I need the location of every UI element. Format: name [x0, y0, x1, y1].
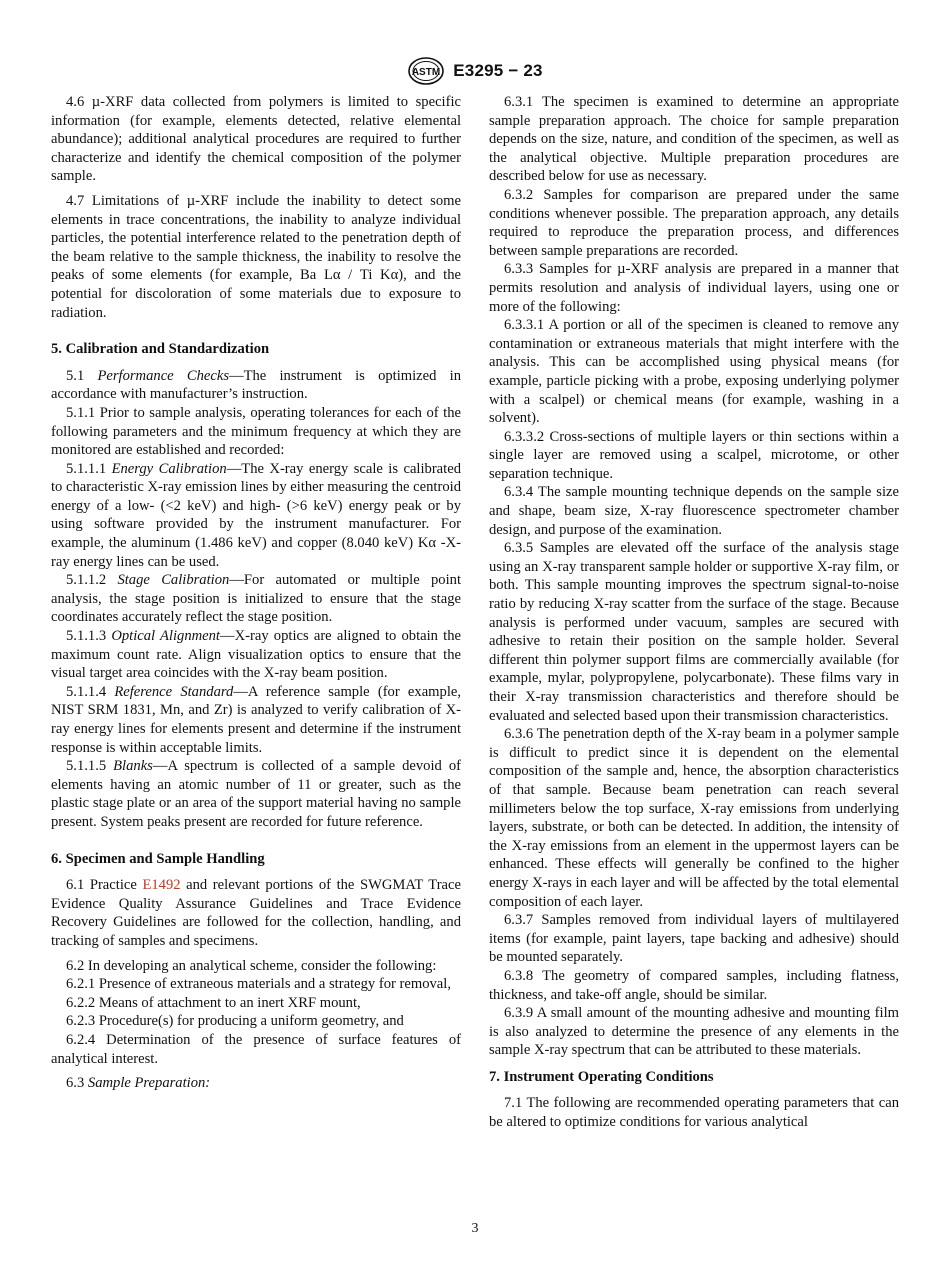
para-6-3-3-2: 6.3.3.2 Cross-sections of multiple layers or thin sections within a single layer are removed using a scalpel, microtome, or other separation technique. [489, 428, 899, 482]
section-7-heading: 7. Instrument Operating Conditions [489, 1068, 714, 1085]
para-5-1-1-2: 5.1.1.2 Stage Calibration—For automated or multiple point analysis, the stage position is initialized to ensure that the stage coordinates accurately reflect the stage position. [51, 572, 462, 626]
section-5-heading: 5. Calibration and Standardization [51, 341, 270, 358]
page-header [0, 56, 950, 86]
para-6-3-2: 6.3.2 Samples for comparison are prepared under the same conditions whenever possible. The preparation approach, any details required to reproduce the preparation process, and differences between sample preparations are recorded. [489, 186, 899, 259]
para-6-2: 6.2 In developing an analytical scheme, consider the following: [66, 957, 437, 974]
page-number: 3 [471, 1221, 479, 1236]
para-6-3-8: 6.3.8 The geometry of compared samples, including flatness, thickness, and take-off angle, should be similar. [489, 967, 899, 1003]
para-5-1-1-1: 5.1.1.1 Energy Calibration—The X-ray energy scale is calibrated to characteristic X-ray emission lines by either measuring the centroid energy of a low- (<2 keV) and high- (>6 keV) energy peak or by using software provided by the instrument manufacturer. For example, the aluminum (1.486 keV) and copper (8.040 keV) Kα -X-ray energy lines can be used. [51, 460, 461, 570]
para-5-1-1-4: 5.1.1.4 Reference Standard—A reference sample (for example, NIST SRM 1831, Mn, and Zr) is analyzed to verify calibration of X-ray energy lines for elements present and determine if the instrument response is within acceptable limits. [51, 683, 461, 756]
left-column [51, 93, 461, 1093]
para-6-3-5: 6.3.5 Samples are elevated off the surface of the analysis stage using an X-ray transparent sample holder or supportive X-ray film, or both. This sample mounting improves the spectrum signal-to-noise ratio by reducing X-ray scatter from the surface of the stage. Because analysis is performed under vacuum, samples are secured with adhesive to retain their position on the sample holder. Several different thin polymer support films are commercially available (for example, mylar, polypropylene, polycarbonate). These films vary in their X-ray transmission characteristics and therefore should be evaluated and selected based upon their transmission characteristics. [489, 540, 899, 724]
para-5-1-1: 5.1.1 Prior to sample analysis, operating tolerances for each of the following parameters and the minimum frequency at which they are monitored are established and recorded: [51, 404, 461, 459]
svg-text:ASTM: ASTM [412, 67, 441, 78]
e1492-link[interactable]: E1492 [142, 877, 181, 894]
para-6-3-9: 6.3.9 A small amount of the mounting adhesive and mounting film is also analyzed to determine the presence of any elements in the sample X-ray spectrum that can be attributed to these materials. [489, 1005, 899, 1059]
para-6-2-2: 6.2.2 Means of attachment to an inert XRF mount, [66, 994, 361, 1011]
right-column [489, 93, 899, 1132]
para-6-3-1: 6.3.1 The specimen is examined to determine an appropriate sample preparation approach. The choice for sample preparation depends on the size, nature, and condition of the specimen, as well as the analytical objective. Multiple preparation procedures are described below for use as necessary. [489, 94, 899, 185]
document-id: E3295 − 23 [453, 61, 543, 80]
para-6-2-3: 6.2.3 Procedure(s) for producing a uniform geometry, and [66, 1013, 404, 1030]
astm-logo-icon [407, 56, 445, 86]
para-4-7: 4.7 Limitations of µ-XRF include the inability to detect some elements in trace concentrations, the inability to analyze individual particles, the potential interference related to the penetration depth of the beam relative to the sample thickness, the inability to resolve the peaks of some elements (for example, Ba Lα / Ti Kα), and the potential for discoloration of some materials due to exposure to radiation. [51, 192, 461, 321]
para-6-1: 6.1 Practice E1492 and relevant portions of the SWGMAT Trace Evidence Quality Assurance Guidelines and Trace Evidence Recovery Guidelines are followed for the collection, handling, and tracking of samples and specimens. [51, 877, 461, 949]
para-6-3: 6.3 Sample Preparation: [66, 1075, 211, 1092]
section-6-heading: 6. Specimen and Sample Handling [51, 850, 265, 867]
para-6-3-6: 6.3.6 The penetration depth of the X-ray beam in a polymer sample is difficult to predict since it is dependent on the elemental composition of the sample and, hence, the absorption characteristics of that sample. Because beam penetration can reach several millimeters below the top surface, X-ray emissions from underlying layers, substrate, or both can be detected. In addition, the intensity of the X-ray emissions from an element in the uppermost layers can be enhanced. These effects will generally be confined to the higher energy X-rays in each layer and will be affected by the total elemental composition of each layer. [489, 726, 899, 910]
para-6-3-3-1: 6.3.3.1 A portion or all of the specimen is cleaned to remove any contamination or extraneous materials that might interfere with the analysis. This can be accomplished using physical means (for example, particle picking with a probe, exposing underlying polymer with a scalpel) or chemical means (for example, washing in a solvent). [489, 317, 899, 427]
para-5-1-1-3: 5.1.1.3 Optical Alignment—X-ray optics are aligned to obtain the maximum count rate. Align visualization optics to ensure that the visual target area coincides with the X-ray beam position. [51, 628, 461, 682]
para-5-1: 5.1 Performance Checks—The instrument is optimized in accordance with manufacturer’s instruction. [51, 367, 461, 403]
para-6-3-3: 6.3.3 Samples for µ-XRF analysis are prepared in a manner that permits resolution and analysis of individual layers, using one or more of the following: [489, 261, 899, 315]
para-4-6: 4.6 µ-XRF data collected from polymers is limited to specific information (for example, elements detected, relative elemental abundance); additional analytical procedures are required to further characterize and identify the chemical composition of the polymer sample. [51, 94, 461, 185]
para-6-3-4: 6.3.4 The sample mounting technique depends on the sample size and shape, beam size, X-ray fluorescence spectrometer chamber design, and purpose of the examination. [489, 484, 899, 538]
para-6-3-7: 6.3.7 Samples removed from individual layers of multilayered items (for example, paint layers, tape backing and adhesive) should be mounted separately. [489, 912, 899, 966]
para-6-2-1: 6.2.1 Presence of extraneous materials and a strategy for removal, [66, 976, 451, 993]
para-5-1-1-5: 5.1.1.5 Blanks—A spectrum is collected of a sample devoid of elements having an atomic number of 11 or greater, such as the plastic stage plate or an area of the support material having no sample present. System peaks present are recorded for future reference. [51, 758, 461, 830]
para-7-1: 7.1 The following are recommended operating parameters that can be altered to optimize conditions for various analytical [489, 1095, 899, 1131]
para-6-2-4: 6.2.4 Determination of the presence of surface features of analytical interest. [51, 1031, 461, 1067]
